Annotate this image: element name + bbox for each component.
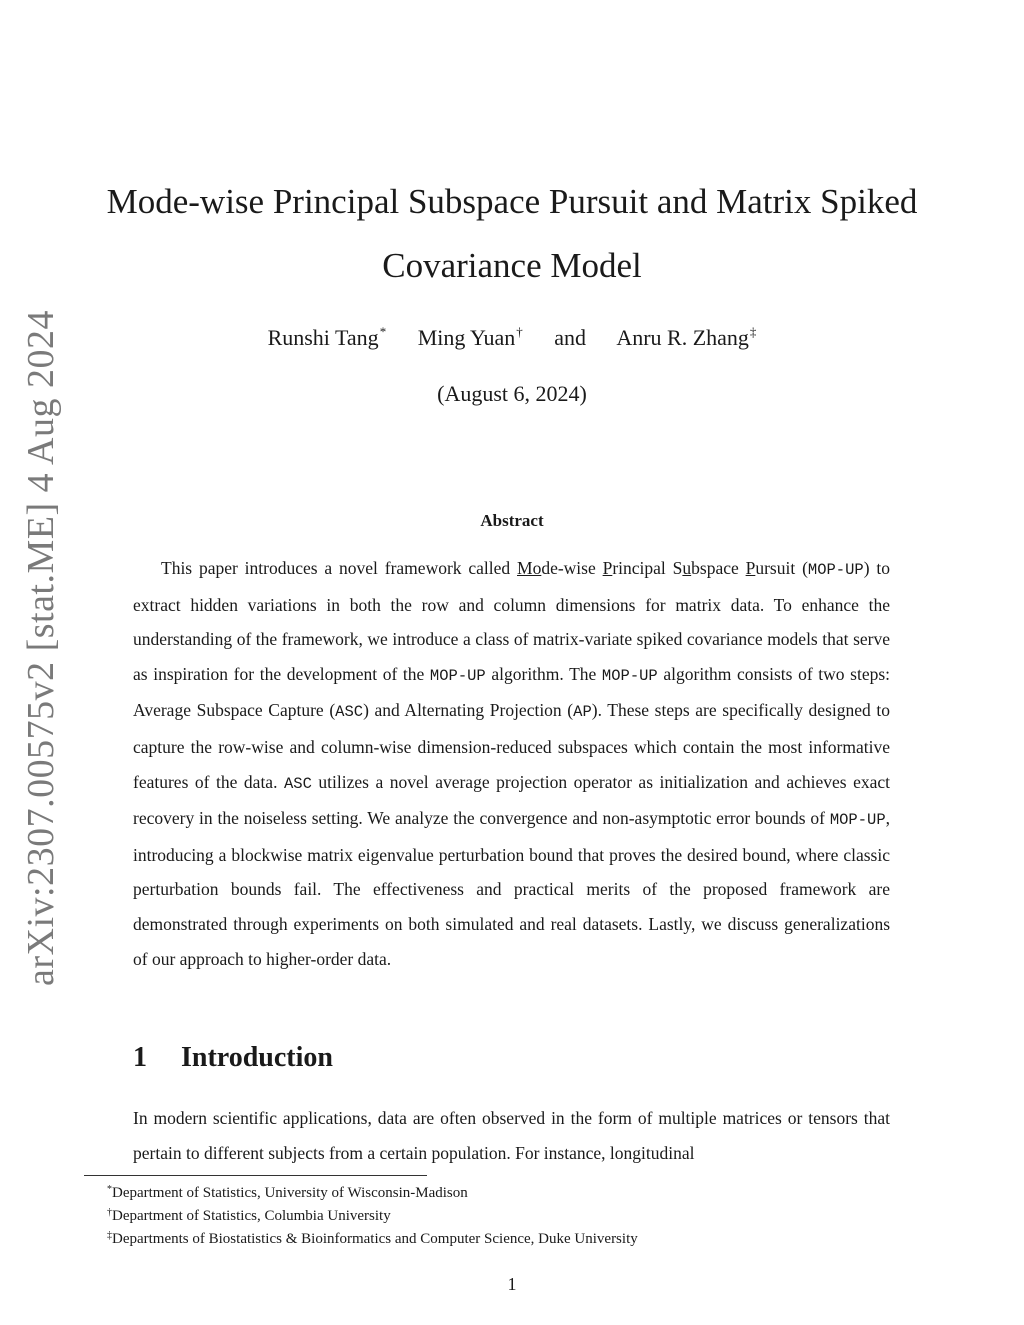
footnotes: [107, 1178, 638, 1247]
acronym-letter: P: [602, 558, 613, 578]
footnote-text: Departments of Biostatistics & Bioinformatics and Computer Science, Duke University: [112, 1231, 638, 1247]
abstract-text: algorithm consists of two steps: Average Subspace Capture (: [133, 663, 891, 721]
abstract-text: ). These steps are specifically designed to capture the row-wise and column-wise dimension-reduced subspaces which contain the most informative features of the data.: [133, 700, 890, 792]
abstract-text: S: [672, 558, 683, 578]
footnote: [107, 1224, 638, 1247]
author-footnote-mark: †: [516, 324, 523, 339]
publication-date: (August 6, 2024): [437, 381, 587, 406]
abstract-text: (: [802, 558, 808, 578]
author-list: [0, 324, 1024, 351]
footnote: [107, 1178, 638, 1201]
acronym-letter: u: [682, 558, 692, 578]
method-acronym: MOP-UP: [829, 811, 886, 830]
footnote: [107, 1201, 638, 1224]
abstract-text: ursuit: [755, 558, 796, 578]
footnote-mark: ‡: [107, 1230, 112, 1241]
author-name: Anru R. Zhang: [616, 325, 749, 350]
method-acronym: MOP-UP: [429, 666, 486, 685]
abstract-heading: Abstract: [480, 511, 544, 530]
author-name: Ming Yuan: [417, 325, 516, 350]
abstract-text: ) to extract hidden variations in both the row and column dimensions for matrix data. To enhance the understanding of the framework, we introduce a class of matrix-variate spiked covariance models that serve as inspiration for the development of the: [133, 558, 891, 684]
author-name: Runshi Tang: [267, 325, 379, 350]
page-number: 1: [507, 1274, 517, 1294]
footnote-text: Department of Statistics, University of Wisconsin-Madison: [112, 1185, 468, 1201]
footnote-divider: [84, 1175, 427, 1176]
method-acronym: AP: [573, 703, 592, 722]
author-footnote-mark: *: [379, 324, 387, 339]
method-acronym: ASC: [335, 703, 364, 722]
method-acronym: MOP-UP: [807, 561, 864, 579]
author-footnote-mark: ‡: [749, 324, 757, 339]
abstract-body: [133, 551, 890, 976]
abstract-text: ) and Alternating Projection (: [363, 700, 574, 721]
acronym-letter: Mo: [517, 558, 542, 578]
abstract-text: de-wise: [541, 558, 603, 578]
section-heading: [133, 1042, 333, 1074]
method-acronym: ASC: [283, 774, 312, 793]
abstract-text: rincipal: [612, 558, 673, 578]
introduction-paragraph: In modern scientific applications, data are often observed in the form of multiple matrices or tensors that pertain to different subjects from a certain population. For instance, longitudinal: [133, 1108, 890, 1163]
section-title: Introduction: [181, 1042, 333, 1073]
abstract-text: algorithm. The: [485, 663, 602, 684]
method-acronym: MOP-UP: [601, 666, 658, 685]
abstract-text: utilizes a novel average projection operator as initialization and achieves exact recovery in the noiseless setting. We analyze the convergence and non-asymptotic error bounds of: [133, 771, 890, 829]
paper-title: Mode-wise Principal Subspace Pursuit and Matrix Spiked Covariance Model: [106, 182, 918, 285]
footnote-text: Department of Statistics, Columbia University: [112, 1208, 391, 1224]
acronym-letter: P: [745, 558, 756, 578]
arxiv-identifier-stamp: arXiv:2307.00575v2 [stat.ME] 4 Aug 2024: [20, 309, 62, 987]
abstract-text: , introducing a blockwise matrix eigenvalue perturbation bound that proves the desired bound, where classic perturbation bounds fail. The effectiveness and practical merits of the proposed framework are demonstrated through experiments on both simulated and real datasets. Lastly, we discuss generalizations of our approach to higher-order data.: [133, 808, 890, 969]
section-number: 1: [133, 1042, 147, 1073]
footnote-mark: *: [107, 1184, 112, 1195]
abstract-text: This paper introduces a novel framework called: [161, 558, 518, 578]
abstract-text: bspace: [691, 558, 746, 578]
author-conjunction: and: [554, 325, 587, 350]
footnote-mark: †: [107, 1207, 112, 1218]
